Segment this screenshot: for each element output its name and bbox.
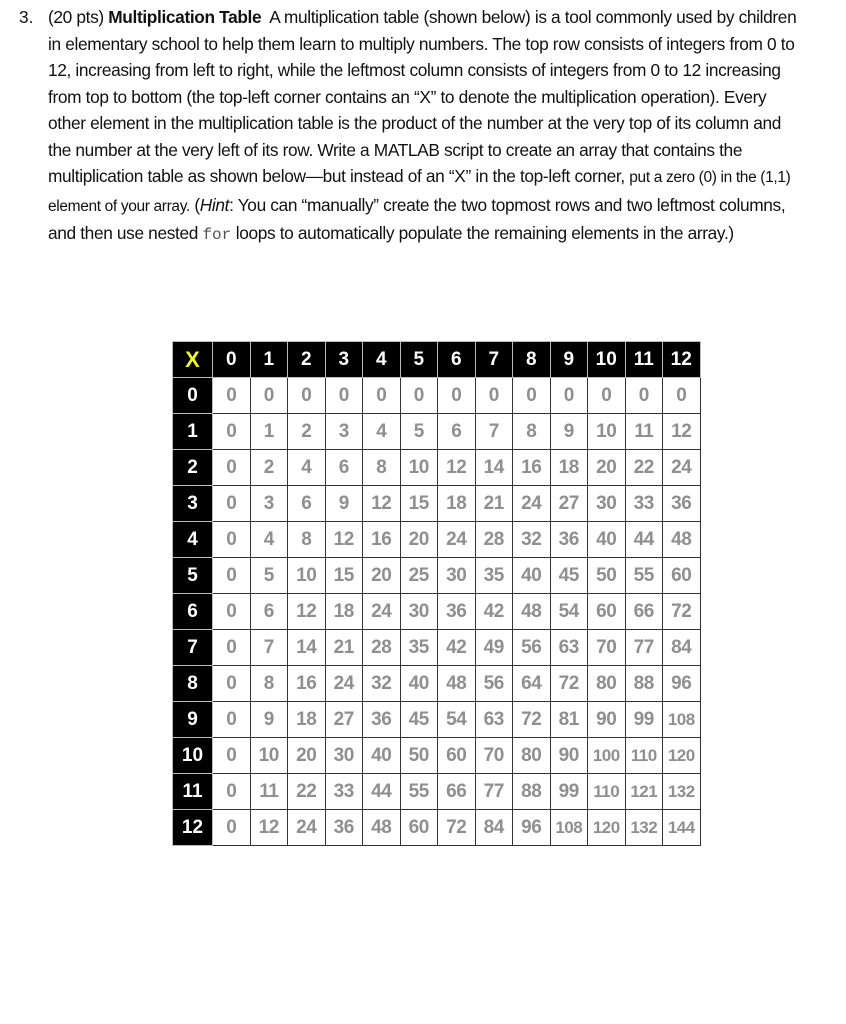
table-cell: 120 (663, 738, 701, 774)
table-cell: 10 (400, 450, 438, 486)
table-cell: 60 (438, 738, 476, 774)
table-cell: 36 (363, 702, 401, 738)
column-header: 4 (363, 342, 401, 378)
table-cell: 5 (250, 558, 288, 594)
table-cell: 72 (663, 594, 701, 630)
table-cell: 0 (363, 378, 401, 414)
table-cell: 99 (625, 702, 663, 738)
question-body: A multiplication table (shown below) is a tool commonly used by children in elementary school to help them learn to multiply numbers. The top row consists of integers from 0 to 12, increasing from left to right, while the leftmost column consists of integers from 0 to 12 increasing from top to bottom (the top-left corner contains an “X” to denote the multiplication operation). Every other element in the multiplication table is the product of the number at the very top of its column and the number at the very left of its row. Write a MATLAB script to create an array that contains the multiplication table as shown below—but instead of an “X” in the top-left corner, (48, 7, 797, 186)
table-cell: 0 (213, 666, 251, 702)
table-cell: 0 (213, 594, 251, 630)
row-header: 3 (173, 486, 213, 522)
table-cell: 10 (288, 558, 326, 594)
table-cell: 132 (625, 810, 663, 846)
table-row (173, 522, 701, 558)
table-cell: 12 (250, 810, 288, 846)
table-cell: 60 (588, 594, 626, 630)
table-cell: 22 (625, 450, 663, 486)
table-cell: 0 (213, 450, 251, 486)
table-cell: 33 (625, 486, 663, 522)
table-cell: 96 (513, 810, 551, 846)
table-cell: 120 (588, 810, 626, 846)
table-cell: 77 (475, 774, 513, 810)
table-cell: 0 (213, 810, 251, 846)
table-cell: 0 (213, 522, 251, 558)
table-cell: 30 (400, 594, 438, 630)
table-cell: 110 (588, 774, 626, 810)
table-cell: 40 (513, 558, 551, 594)
table-cell: 100 (588, 738, 626, 774)
table-cell: 18 (550, 450, 588, 486)
column-header: 7 (475, 342, 513, 378)
table-cell: 45 (550, 558, 588, 594)
table-cell: 0 (400, 378, 438, 414)
table-cell: 24 (325, 666, 363, 702)
table-cell: 8 (363, 450, 401, 486)
table-cell: 0 (213, 630, 251, 666)
row-header: 4 (173, 522, 213, 558)
table-row (173, 774, 701, 810)
table-cell: 63 (550, 630, 588, 666)
column-header: 10 (588, 342, 626, 378)
table-cell: 7 (250, 630, 288, 666)
column-header: 9 (550, 342, 588, 378)
table-row (173, 594, 701, 630)
table-cell: 0 (663, 378, 701, 414)
table-cell: 0 (213, 486, 251, 522)
table-cell: 0 (213, 558, 251, 594)
hint-end: loops to automatically populate the remaining elements in the array.) (235, 223, 734, 243)
table-cell: 88 (513, 774, 551, 810)
table-cell: 60 (400, 810, 438, 846)
table-cell: 42 (475, 594, 513, 630)
table-cell: 60 (663, 558, 701, 594)
table-cell: 66 (625, 594, 663, 630)
table-cell: 6 (325, 450, 363, 486)
table-cell: 14 (475, 450, 513, 486)
table-cell: 24 (438, 522, 476, 558)
table-cell: 70 (588, 630, 626, 666)
table-row (173, 666, 701, 702)
code-keyword-for: for (202, 226, 232, 244)
table-row (173, 486, 701, 522)
table-cell: 6 (288, 486, 326, 522)
hint-text: : You can “manually” create the two topmost rows and two leftmost columns, and then use nested (48, 194, 786, 243)
hint-paren: ( (194, 194, 200, 215)
table-cell: 16 (288, 666, 326, 702)
table-cell: 9 (250, 702, 288, 738)
table-cell: 132 (663, 774, 701, 810)
table-cell: 6 (438, 414, 476, 450)
row-header: 1 (173, 414, 213, 450)
table-cell: 30 (588, 486, 626, 522)
table-cell: 81 (550, 702, 588, 738)
table-cell: 28 (363, 630, 401, 666)
table-cell: 3 (250, 486, 288, 522)
table-cell: 55 (625, 558, 663, 594)
table-cell: 84 (663, 630, 701, 666)
table-row (173, 414, 701, 450)
table-cell: 16 (513, 450, 551, 486)
row-header: 2 (173, 450, 213, 486)
table-cell: 35 (400, 630, 438, 666)
table-cell: 10 (250, 738, 288, 774)
table-cell: 4 (288, 450, 326, 486)
table-cell: 30 (325, 738, 363, 774)
column-header: 6 (438, 342, 476, 378)
table-cell: 12 (325, 522, 363, 558)
table-cell: 36 (325, 810, 363, 846)
table-cell: 0 (213, 414, 251, 450)
column-header: 8 (513, 342, 551, 378)
table-cell: 44 (625, 522, 663, 558)
table-cell: 50 (588, 558, 626, 594)
table-cell: 18 (288, 702, 326, 738)
table-cell: 24 (363, 594, 401, 630)
table-row (173, 738, 701, 774)
table-cell: 18 (438, 486, 476, 522)
table-cell: 3 (325, 414, 363, 450)
table-cell: 0 (213, 738, 251, 774)
table-cell: 0 (213, 378, 251, 414)
table-cell: 36 (438, 594, 476, 630)
table-cell: 9 (550, 414, 588, 450)
table-cell: 24 (663, 450, 701, 486)
table-cell: 1 (250, 414, 288, 450)
table-cell: 12 (663, 414, 701, 450)
table-row (173, 702, 701, 738)
question-text (48, 4, 808, 249)
table-cell: 11 (625, 414, 663, 450)
row-header: 5 (173, 558, 213, 594)
question-points: (20 pts) (48, 7, 104, 27)
table-cell: 15 (325, 558, 363, 594)
table-cell: 40 (400, 666, 438, 702)
table-cell: 9 (325, 486, 363, 522)
question-title: Multiplication Table (108, 7, 262, 27)
table-cell: 48 (438, 666, 476, 702)
table-cell: 24 (513, 486, 551, 522)
table-cell: 27 (550, 486, 588, 522)
table-row (173, 630, 701, 666)
table-cell: 44 (363, 774, 401, 810)
table-cell: 20 (363, 558, 401, 594)
table-cell: 108 (550, 810, 588, 846)
column-header: 3 (325, 342, 363, 378)
table-cell: 0 (625, 378, 663, 414)
table-cell: 56 (475, 666, 513, 702)
table-cell: 6 (250, 594, 288, 630)
table-cell: 33 (325, 774, 363, 810)
table-cell: 54 (550, 594, 588, 630)
table-cell: 18 (325, 594, 363, 630)
row-header: 8 (173, 666, 213, 702)
table-cell: 35 (475, 558, 513, 594)
row-header: 6 (173, 594, 213, 630)
table-row (173, 378, 701, 414)
table-cell: 15 (400, 486, 438, 522)
table-cell: 25 (400, 558, 438, 594)
table-cell: 32 (513, 522, 551, 558)
table-cell: 64 (513, 666, 551, 702)
table-cell: 54 (438, 702, 476, 738)
table-cell: 40 (363, 738, 401, 774)
table-cell: 50 (400, 738, 438, 774)
table-cell: 45 (400, 702, 438, 738)
table-cell: 14 (288, 630, 326, 666)
column-header: 0 (213, 342, 251, 378)
table-cell: 0 (513, 378, 551, 414)
row-header: 9 (173, 702, 213, 738)
table-cell: 0 (325, 378, 363, 414)
table-cell: 22 (288, 774, 326, 810)
table-cell: 21 (475, 486, 513, 522)
table-cell: 12 (363, 486, 401, 522)
column-header: 1 (250, 342, 288, 378)
table-cell: 30 (438, 558, 476, 594)
table-row (173, 450, 701, 486)
table-cell: 8 (250, 666, 288, 702)
column-header: 11 (625, 342, 663, 378)
table-row (173, 810, 701, 846)
table-cell: 24 (288, 810, 326, 846)
table-cell: 0 (475, 378, 513, 414)
table-cell: 48 (513, 594, 551, 630)
table-cell: 70 (475, 738, 513, 774)
table-cell: 21 (325, 630, 363, 666)
table-cell: 36 (663, 486, 701, 522)
multiplication-table (172, 341, 701, 846)
table-cell: 48 (363, 810, 401, 846)
table-cell: 0 (250, 378, 288, 414)
table-row (173, 558, 701, 594)
table-cell: 48 (663, 522, 701, 558)
table-cell: 4 (363, 414, 401, 450)
table-cell: 88 (625, 666, 663, 702)
table-cell: 49 (475, 630, 513, 666)
table-cell: 20 (588, 450, 626, 486)
table-cell: 10 (588, 414, 626, 450)
table-cell: 96 (663, 666, 701, 702)
table-cell: 28 (475, 522, 513, 558)
corner-cell: X (173, 342, 213, 378)
table-cell: 77 (625, 630, 663, 666)
question-body-small: put a zero (0) in the (1,1) element of your array. (48, 169, 791, 215)
table-cell: 72 (438, 810, 476, 846)
column-header: 5 (400, 342, 438, 378)
table-cell: 4 (250, 522, 288, 558)
table-cell: 36 (550, 522, 588, 558)
row-header: 10 (173, 738, 213, 774)
table-cell: 0 (213, 774, 251, 810)
table-cell: 16 (363, 522, 401, 558)
table-cell: 8 (513, 414, 551, 450)
table-cell: 99 (550, 774, 588, 810)
table-cell: 8 (288, 522, 326, 558)
table-cell: 20 (288, 738, 326, 774)
table-cell: 80 (588, 666, 626, 702)
table-cell: 20 (400, 522, 438, 558)
table-cell: 0 (213, 702, 251, 738)
table-cell: 63 (475, 702, 513, 738)
hint-label: Hint (199, 194, 230, 215)
table-cell: 55 (400, 774, 438, 810)
table-cell: 5 (400, 414, 438, 450)
column-header: 12 (663, 342, 701, 378)
table-cell: 27 (325, 702, 363, 738)
table-cell: 108 (663, 702, 701, 738)
table-cell: 72 (550, 666, 588, 702)
table-cell: 32 (363, 666, 401, 702)
table-cell: 90 (588, 702, 626, 738)
table-cell: 84 (475, 810, 513, 846)
table-cell: 56 (513, 630, 551, 666)
row-header: 7 (173, 630, 213, 666)
table-cell: 2 (250, 450, 288, 486)
table-cell: 66 (438, 774, 476, 810)
table-cell: 110 (625, 738, 663, 774)
column-header: 2 (288, 342, 326, 378)
table-cell: 7 (475, 414, 513, 450)
row-header: 11 (173, 774, 213, 810)
table-cell: 0 (550, 378, 588, 414)
table-cell: 12 (288, 594, 326, 630)
table-cell: 12 (438, 450, 476, 486)
table-cell: 42 (438, 630, 476, 666)
table-cell: 11 (250, 774, 288, 810)
table-cell: 40 (588, 522, 626, 558)
table-cell: 2 (288, 414, 326, 450)
table-cell: 0 (588, 378, 626, 414)
table-cell: 90 (550, 738, 588, 774)
row-header: 12 (173, 810, 213, 846)
table-cell: 72 (513, 702, 551, 738)
row-header: 0 (173, 378, 213, 414)
table-cell: 121 (625, 774, 663, 810)
header-row (173, 342, 701, 378)
question-number: 3. (19, 7, 34, 27)
table-cell: 0 (288, 378, 326, 414)
table-cell: 0 (438, 378, 476, 414)
table-cell: 144 (663, 810, 701, 846)
table-cell: 80 (513, 738, 551, 774)
